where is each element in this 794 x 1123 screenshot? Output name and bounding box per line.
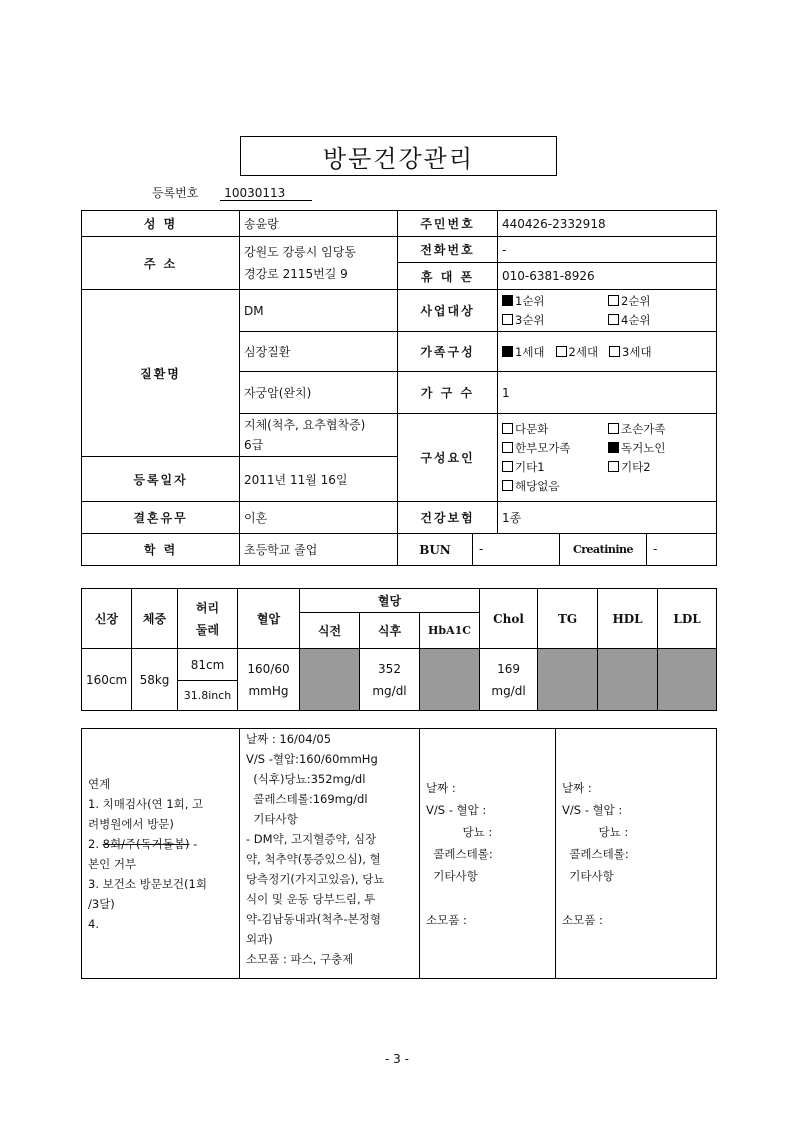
notes-col3-line: 날짜 : [426, 781, 456, 795]
creatinine-label: Creatinine [559, 534, 646, 565]
notes-col1-line: 3. 보건소 방문보건(1회 [88, 876, 207, 891]
weight-header: 체중 [132, 589, 178, 649]
notes-col4-line: 당뇨 : [562, 825, 629, 839]
regdate-label: 등록일자 [82, 457, 240, 502]
notes-col4-line [562, 887, 710, 909]
notes-col3-line: 콜레스테롤: [426, 847, 493, 861]
program-option-2[interactable]: 2순위 [608, 293, 708, 309]
height-header: 신장 [82, 589, 132, 649]
notes-col3-line: V/S - 혈압 : [426, 803, 487, 817]
notes-col2-line: 약-김남동내과(척추-본정형 [246, 912, 381, 926]
notes-col2-line: 날짜 : 16/04/05 [246, 732, 332, 746]
hba1c-value [420, 649, 480, 711]
hdl-header: HDL [598, 589, 658, 649]
notes-col2-line: (식후)당뇨:352mg/dl [246, 772, 366, 786]
notes-col3-line: 당뇨 : [426, 825, 493, 839]
disease-2: 심장질환 [240, 332, 398, 372]
factor-option-4[interactable]: 독거노인 [608, 440, 708, 456]
mobile-label: 휴 대 폰 [398, 263, 498, 290]
factor-option-6[interactable]: 기타2 [608, 459, 708, 475]
glucose-header: 혈당 [300, 589, 480, 613]
checkbox-empty-icon [608, 295, 619, 306]
address-line2: 경강로 2115번길 9 [244, 267, 348, 281]
program-label: 사업대상 [398, 290, 498, 332]
phone-label: 전화번호 [398, 237, 498, 263]
factor-option-3[interactable]: 한부모가족 [502, 440, 608, 456]
notes-col2-line: 약, 척추약(통증있으심), 혈 [246, 852, 381, 866]
disease-4: 지체(척추, 요추협착증) 6급 [240, 414, 398, 457]
factor-label: 구성요인 [398, 414, 498, 502]
insurance-value: 1종 [498, 502, 717, 534]
checkbox-empty-icon [502, 480, 513, 491]
checkbox-checked-icon [608, 442, 619, 453]
family-label: 가족구성 [398, 332, 498, 372]
waist-header: 허리 둘레 [178, 589, 238, 649]
education-value: 초등학교 졸업 [240, 534, 398, 566]
factor-option-1[interactable]: 다문화 [502, 421, 608, 437]
notes-col3 [420, 729, 556, 979]
page-number: - 3 - [385, 1052, 409, 1066]
regdate-value: 2011년 11월 16일 [240, 457, 398, 502]
notes-col2-line: 식이 및 운동 당부드림, 투 [246, 892, 376, 906]
checkbox-empty-icon [608, 423, 619, 434]
notes-col2-line: - DM약, 고지혈증약, 심장 [246, 832, 377, 846]
waist-inch-value: 31.8inch [178, 681, 238, 711]
family-option-2[interactable]: 2세대 [556, 344, 599, 360]
rrn-label: 주민번호 [398, 211, 498, 237]
bun-value: - [472, 534, 559, 565]
mobile-value: 010-6381-8926 [498, 263, 717, 290]
tg-header: TG [538, 589, 598, 649]
checkbox-empty-icon [502, 423, 513, 434]
household-value: 1 [498, 372, 717, 414]
notes-col4-line: 소모품 : [562, 913, 603, 927]
measurements-table [81, 588, 717, 711]
notes-table [81, 728, 717, 979]
checkbox-empty-icon [609, 346, 620, 357]
lab-cell [398, 534, 717, 566]
postprandial-value: 352 mg/dl [360, 649, 420, 711]
name-label: 성 명 [82, 211, 240, 237]
marriage-value: 이혼 [240, 502, 398, 534]
notes-col4-line: 날짜 : [562, 781, 592, 795]
registration-number [152, 184, 312, 201]
height-value: 160cm [82, 649, 132, 711]
factor-options [498, 414, 717, 502]
weight-value: 58kg [132, 649, 178, 711]
notes-col2-line: 당측정기(가지고있음), 당뇨 [246, 872, 385, 886]
notes-col1-line: 본인 거부 [88, 856, 137, 871]
notes-col2-line: 외과) [246, 932, 273, 946]
registration-label: 등록번호 [152, 186, 199, 200]
phone-value: - [498, 237, 717, 263]
notes-col1-line: 려병원에서 방문) [88, 816, 174, 831]
factor-option-5[interactable]: 기타1 [502, 459, 608, 475]
household-label: 가 구 수 [398, 372, 498, 414]
notes-col2-line: 기타사항 [246, 812, 298, 826]
checkbox-empty-icon [608, 461, 619, 472]
disease-3: 자궁암(완치) [240, 372, 398, 414]
notes-col2-line: 콜레스테롤:169mg/dl [246, 792, 368, 806]
bun-label: BUN [419, 542, 451, 557]
factor-option-7[interactable]: 해당없음 [502, 478, 608, 494]
marriage-label: 결혼유무 [82, 502, 240, 534]
struck-text: 8회/주(독거돌봄) [102, 836, 190, 851]
family-option-1[interactable]: 1세대 [502, 344, 545, 360]
bp-header: 혈압 [238, 589, 300, 649]
bp-value: 160/60 mmHg [238, 649, 300, 711]
notes-col1 [82, 729, 240, 979]
address-line1: 강원도 강릉시 임당동 [244, 245, 356, 259]
notes-col3-line: 기타사항 [426, 869, 478, 883]
address-label: 주 소 [82, 237, 240, 290]
fasting-value [300, 649, 360, 711]
notes-col2-line: V/S -혈압:160/60mmHg [246, 752, 378, 766]
checkbox-empty-icon [556, 346, 567, 357]
ldl-value [658, 649, 717, 711]
program-option-4[interactable]: 4순위 [608, 312, 708, 328]
disease-label: 질환명 [82, 290, 240, 457]
hdl-value [598, 649, 658, 711]
waist-cm-value: 81cm [178, 649, 238, 681]
document-title: 방문건강관리 [240, 136, 557, 176]
chol-value: 169 mg/dl [480, 649, 538, 711]
profile-table [81, 210, 717, 566]
factor-option-2[interactable]: 조손가족 [608, 421, 708, 437]
notes-col1-line: 연계 [88, 776, 111, 791]
checkbox-empty-icon [502, 461, 513, 472]
checkbox-empty-icon [608, 314, 619, 325]
notes-col4-line: V/S - 혈압 : [562, 803, 623, 817]
hba1c-header: HbA1C [420, 613, 480, 649]
notes-col2 [240, 729, 420, 979]
notes-col1-item2: 2. 8회/주(독거돌봄) - [88, 836, 198, 851]
education-label: 학 력 [82, 534, 240, 566]
notes-col3-line: 소모품 : [426, 913, 467, 927]
program-option-1[interactable]: 1순위 [502, 293, 608, 309]
notes-col1-line: /3달) [88, 896, 115, 911]
fasting-header: 식전 [300, 613, 360, 649]
checkbox-empty-icon [502, 442, 513, 453]
notes-col4-line: 콜레스테롤: [562, 847, 629, 861]
insurance-label: 건강보험 [398, 502, 498, 534]
rrn-value: 440426-2332918 [498, 211, 717, 237]
name-value: 송윤랑 [240, 211, 398, 237]
notes-col3-line [426, 887, 549, 909]
tg-value [538, 649, 598, 711]
family-options [498, 332, 717, 372]
checkbox-checked-icon [502, 346, 513, 357]
postprandial-header: 식후 [360, 613, 420, 649]
ldl-header: LDL [658, 589, 717, 649]
notes-col4-line: 기타사항 [562, 869, 614, 883]
registration-value: 10030113 [220, 186, 312, 201]
family-option-3[interactable]: 3세대 [609, 344, 652, 360]
address-value [240, 237, 398, 290]
checkbox-empty-icon [502, 314, 513, 325]
notes-col2-line: 소모품 : 파스, 구충제 [246, 952, 354, 966]
disease-1: DM [240, 290, 398, 332]
notes-col1-line: 4. [88, 916, 99, 931]
notes-col1-line: 1. 치매검사(연 1회, 고 [88, 796, 204, 811]
chol-header: Chol [480, 589, 538, 649]
program-option-3[interactable]: 3순위 [502, 312, 608, 328]
program-options [498, 290, 717, 332]
notes-col4 [556, 729, 717, 979]
checkbox-checked-icon [502, 295, 513, 306]
creatinine-value: - [646, 534, 716, 565]
